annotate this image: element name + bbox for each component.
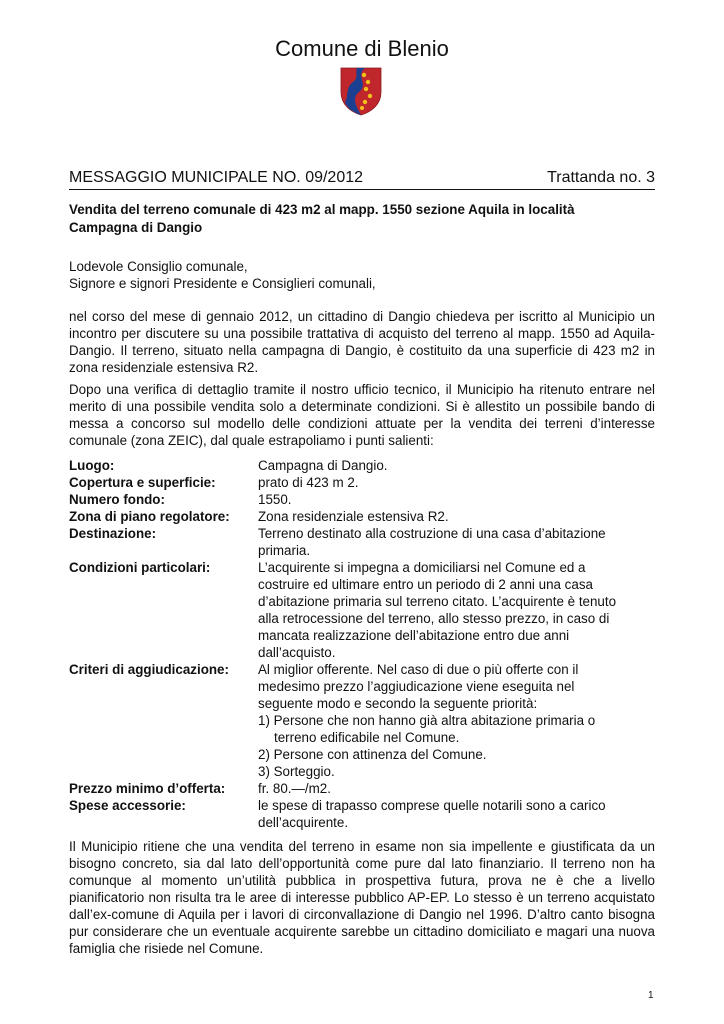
value-line: mancata realizzazione dell’abitazione entro due anni (258, 628, 570, 643)
value-line: dell’acquirente. (258, 815, 349, 830)
condition-value: 1550. (258, 492, 292, 507)
condition-label: Copertura e superficie: (69, 475, 216, 490)
value-line: L’acquirente si impegna a domiciliarsi nel Comune ed a (258, 560, 586, 575)
value-line: Al miglior offerente. Nel caso di due o più offerte con il (258, 662, 579, 677)
sale-conditions-list (69, 457, 659, 831)
salutation-line: Signore e signori Presidente e Consiglieri comunali, (69, 276, 376, 291)
trattanda-number: Trattanda no. 3 (547, 169, 655, 186)
subject-line: Vendita del terreno comunale di 423 m2 al mapp. 1550 sezione Aquila in località (69, 202, 575, 217)
condition-value: Zona residenziale estensiva R2. (258, 509, 449, 524)
paragraph-request: nel corso del mese di gennaio 2012, un cittadino di Dangio chiedeva per iscritto al Municipio un incontro per discutere su una possibile trattativa di acquisto del terreno al mapp. 1550 ad Aquila-Dangio. Il terreno, situato nella campagna di Dangio, è costituito da una superficie di 423 m2 in zona residenziale estensiva R2. (69, 309, 655, 375)
municipality-title: Comune di Blenio (275, 36, 449, 61)
value-line: medesimo prezzo l’aggiudicazione viene eseguita nel (258, 679, 575, 694)
condition-value (258, 661, 659, 780)
message-number: MESSAGGIO MUNICIPALE NO. 09/2012 (69, 169, 364, 186)
condition-row (69, 661, 659, 780)
condition-label: Spese accessorie: (69, 798, 186, 813)
condition-label: Destinazione: (69, 526, 157, 541)
value-line: terreno edificabile nel Comune. (274, 730, 460, 745)
condition-row (69, 457, 659, 474)
condition-value (258, 559, 659, 661)
municipal-crest-icon (339, 66, 383, 116)
condition-label: Luogo: (69, 458, 115, 473)
condition-value (258, 797, 659, 831)
condition-row (69, 525, 659, 559)
value-line: 1) Persone che non hanno già altra abitazione primaria o (258, 713, 596, 728)
value-line: d’abitazione primaria sul terreno citato. L’acquirente è tenuto (258, 594, 617, 609)
condition-row (69, 474, 659, 491)
condition-label: Prezzo minimo d’offerta: (69, 781, 226, 796)
value-line: alla retrocessione del terreno, allo stesso prezzo, in caso di (258, 611, 610, 626)
value-line: le spese di trapasso comprese quelle notarili sono a carico (258, 798, 606, 813)
page-number: 1 (648, 990, 654, 1001)
value-line: 3) Sorteggio. (258, 764, 335, 779)
value-line: costruire ed ultimare entro un periodo di 2 anni una casa (258, 577, 593, 592)
condition-row (69, 491, 659, 508)
paragraph-assessment: Il Municipio ritiene che una vendita del terreno in esame non sia impellente e giustificata da un bisogno concreto, sia dal lato dell’opportunità come pure dal lato finanziario. Il terreno non ha comunque al momento un’utilità pubblica in prospettiva futura, prova ne è che a livello pianificatorio non risulta tra le aree di interesse pubblico AP-EP. Lo stesso è un terreno acquistato dall’ex-comune di Aquila per i lavori di circonvallazione di Dangio nel 1996. D’altro canto bisogna pur considerare che un eventuale acquirente sarebbe un cittadino domiciliato e magari una nuova famiglia che risiede nel Comune. (69, 839, 655, 956)
condition-value: Campagna di Dangio. (258, 458, 388, 473)
condition-label: Numero fondo: (69, 492, 165, 507)
condition-label: Condizioni particolari: (69, 560, 211, 575)
salutation (69, 258, 659, 292)
message-header (69, 169, 655, 190)
condition-row (69, 508, 659, 525)
value-line: 2) Persone con attinenza del Comune. (258, 747, 487, 762)
subject-line: Campagna di Dangio (69, 220, 203, 235)
value-line: dall’acquisto. (258, 645, 336, 660)
value-line: primaria. (258, 543, 311, 558)
salutation-line: Lodevole Consiglio comunale, (69, 259, 248, 274)
message-subject (69, 201, 659, 237)
condition-label: Zona di piano regolatore: (69, 509, 230, 524)
condition-row (69, 797, 659, 831)
condition-row (69, 780, 659, 797)
condition-value (258, 525, 659, 559)
value-line: seguente modo e secondo la seguente priorità: (258, 696, 538, 711)
condition-value: prato di 423 m 2. (258, 475, 359, 490)
value-line: Terreno destinato alla costruzione di una casa d’abitazione (258, 526, 606, 541)
paragraph-verification: Dopo una verifica di dettaglio tramite il nostro ufficio tecnico, il Municipio ha ritenuto entrare nel merito di una possibile vendita solo a determinate condizioni. Si è allestito un possibile bando di messa a concorso sul modello delle condizioni attuate per la vendita dei terreni d’interesse comunale (zona ZEIC), dal quale estrapoliamo i punti salienti: (69, 382, 655, 448)
condition-label: Criteri di aggiudicazione: (69, 662, 229, 677)
condition-row (69, 559, 659, 661)
condition-value: fr. 80.—/m2. (258, 781, 331, 796)
